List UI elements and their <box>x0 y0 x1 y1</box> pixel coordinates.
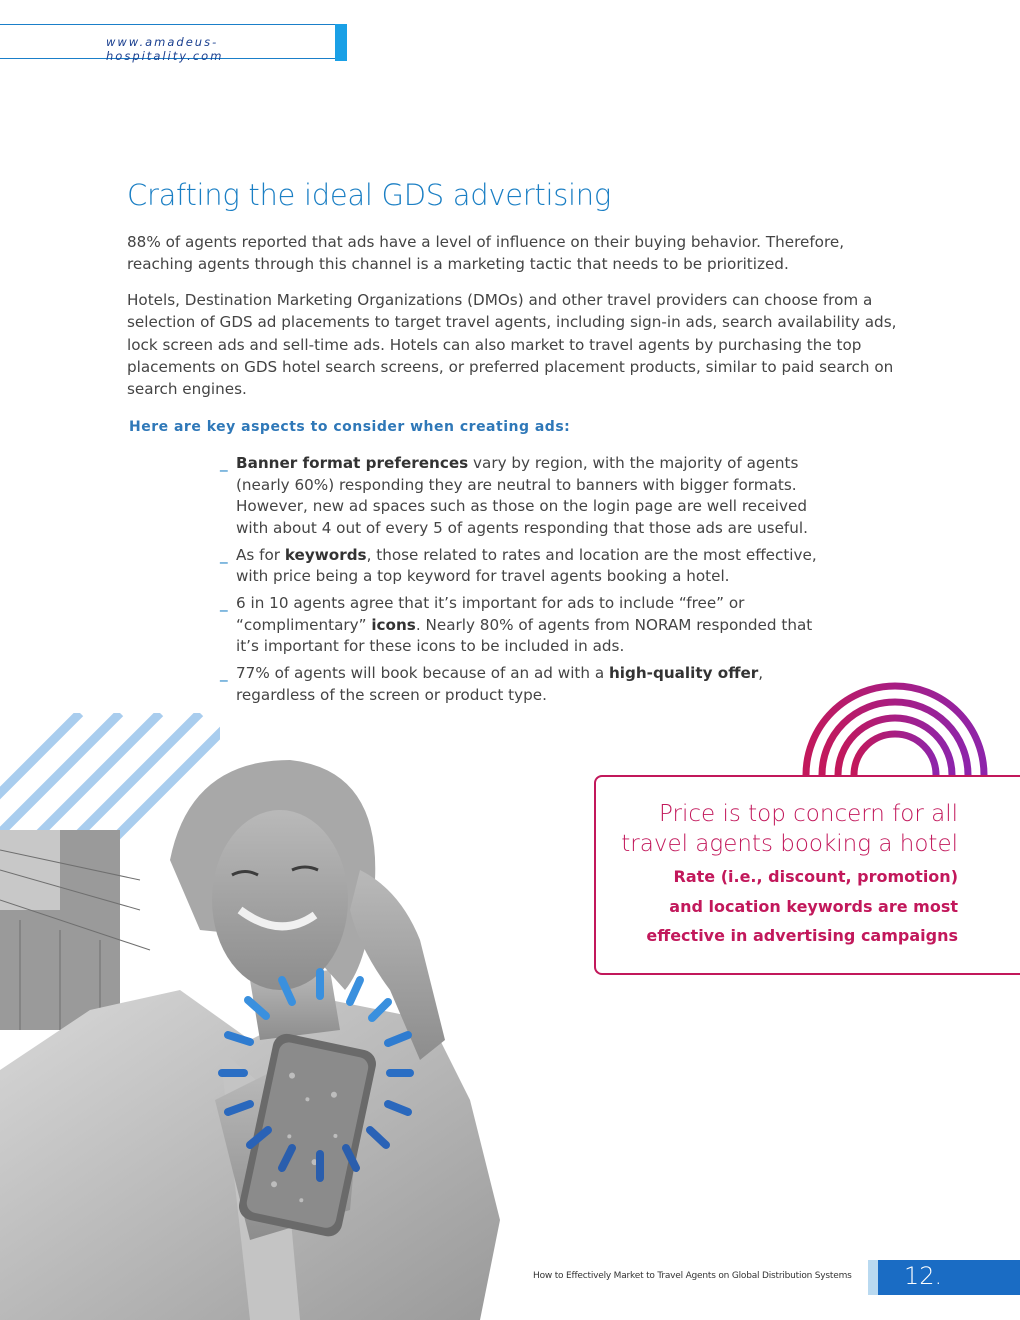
footer-document-title: How to Effectively Market to Travel Agents on Global Distribution Systems <box>533 1271 852 1281</box>
bullet-keyword: Banner format preferences <box>236 454 469 472</box>
intro-paragraph: 88% of agents reported that ads have a level of influence on their buying behavior. Therefore, reaching agents through this channel is a marketing tactic that needs to be prioritized. <box>127 233 845 274</box>
bullet-mark: _ <box>220 545 228 564</box>
callout-subtext: Rate (i.e., discount, promotion) and location keywords are most effective in advertising campaigns <box>646 867 958 945</box>
concentric-rings-decoration <box>800 680 990 775</box>
woman-with-phone-photo <box>0 740 615 1320</box>
list-item: _ 6 in 10 agents agree that it’s important for ads to include “free” or “complimentary” icons. Nearly 80% of agents from NORAM responded that it’s important for these icons to be included in ads. <box>220 594 813 655</box>
website-url[interactable]: www.amadeus-hospitality.com <box>106 35 224 63</box>
footer-page-bar <box>878 1260 1020 1295</box>
bullet-mark: _ <box>220 454 228 472</box>
bullet-mark: _ <box>220 594 228 612</box>
bullet-keyword: high-quality offer <box>608 664 759 682</box>
page-number: 12. <box>904 1262 943 1290</box>
bullet-keyword: icons <box>371 615 416 634</box>
bullet-keyword: keywords <box>284 545 367 564</box>
building-background <box>0 830 150 1030</box>
list-item: _ 77% of agents will book because of an ad with a high-quality offer, regardless of the screen or product type. <box>220 664 764 704</box>
bullet-mark: _ <box>220 664 228 682</box>
list-item: _ Banner format preferences vary by region, with the majority of agents (nearly 60%) responding they are neutral to banners with bigger formats. However, new ad spaces such as those on the login page are well received with about 4 out of every 5 of agents responding that those ads are useful. <box>220 454 808 537</box>
key-aspects-list <box>220 453 820 712</box>
list-item: _ As for keywords, those related to rates and location are the most effective, with price being a top keyword for travel agents booking a hotel. <box>220 545 817 585</box>
page-title: Crafting the ideal GDS advertising <box>127 178 611 212</box>
placements-paragraph: Hotels, Destination Marketing Organizations (DMOs) and other travel providers can choose from a selection of GDS ad placements to target travel agents, including sign-in ads, search availability ads, lock screen ads and sell-time ads. Hotels can also market to travel agents by purchasing the top placements on GDS hotel search screens, or preferred placement products, similar to paid search on search engines. <box>127 291 897 399</box>
footer-accent <box>868 1260 878 1295</box>
callout-headline: Price is top concern for all travel agents booking a hotel <box>621 801 958 857</box>
key-aspects-lead: Here are key aspects to consider when creating ads: <box>129 419 571 435</box>
header-accent-bar <box>335 24 347 61</box>
header-url-tab <box>0 24 336 63</box>
